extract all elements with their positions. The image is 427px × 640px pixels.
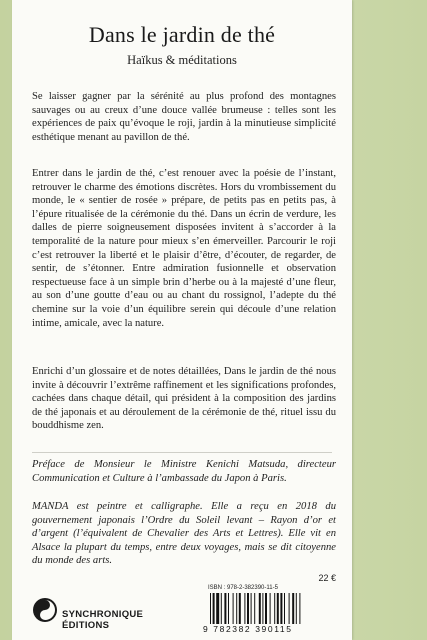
blurb-paragraph-3: Enrichi d’un glossaire et de notes détaillées, Dans le jardin de thé nous invite à découvrir l’extrême raffinement et les significations profondes, cachées dans chaque détail, qui président à la composition des jardins de thé japonais et au déroulement de la cérémonie de thé, rituel issu du bouddhisme zen. [32,366,336,432]
price-label: 22 € [318,573,336,583]
blurb-paragraph-2: Entrer dans le jardin de thé, c’est renouer avec la poésie de l’instant, retrouver le charme des émotions discrètes. Hors du vrombissement du monde, le « sentier de rosée » prépare, de petits pas en petits pas, à l’épure ritualisée de la cérémonie du thé. Dans un écrin de verdure, les dalles de pierre soigneusement disposées invitent à s’accorder à la temporalité de la nature pour mieux s’en émerveiller. Parcourir le roji c’est retrouver la liberté et le plaisir d’être, d’écouter, de regarder, de sentir, de s’étonner. Entre admiration fusionnelle et observation respectueuse face à un simple brin d’herbe ou à la majesté d’une fleur, au son d’une goutte d’eau ou au chant du rossignol, l’adepte du thé chemine sur la voie d’un équilibre serein qui découle d’une relation intime, amicale, avec la nature. [32,168,336,329]
back-cover-text-panel [12,0,352,640]
publisher-logo [32,595,192,631]
isbn-label: ISBN : 978-2-382390-11-5 [208,585,278,591]
book-subtitle: Haïkus & méditations [127,53,237,67]
author-bio: MANDA est peintre et calligraphe. Elle a reçu en 2018 du gouvernement japonais l’Ordre du Soleil levant – Rayon d’or et d’argent (l’équivalent de Chevalier des Arts et Lettres). Elle vit en Alsace la plupart du temps, entre deux voyages, mais se dit citoyenne du monde des arts. [32,501,336,567]
publisher-spiral-icon [32,595,60,625]
barcode-digits: 9 782382 390115 [203,624,343,634]
preface-credit: Préface de Monsieur le Ministre Kenichi Matsuda, directeur Communication et Culture à l’ambassade du Japon à Paris. [32,459,336,484]
blurb-paragraph-1: Se laisser gagner par la sérénité au plus profond des montagnes sauvages ou au creux d’une douce vallée brumeuse : telles sont les expériences de paix qu’évoque le roji, jardin à la minutieuse simplicité esthétique menant au pavillon de thé. [32,91,336,143]
publisher-name: SYNCHRONIQUE ÉDITIONS [62,609,144,631]
book-title: Dans le jardin de thé [88,22,276,47]
section-divider [32,452,332,453]
